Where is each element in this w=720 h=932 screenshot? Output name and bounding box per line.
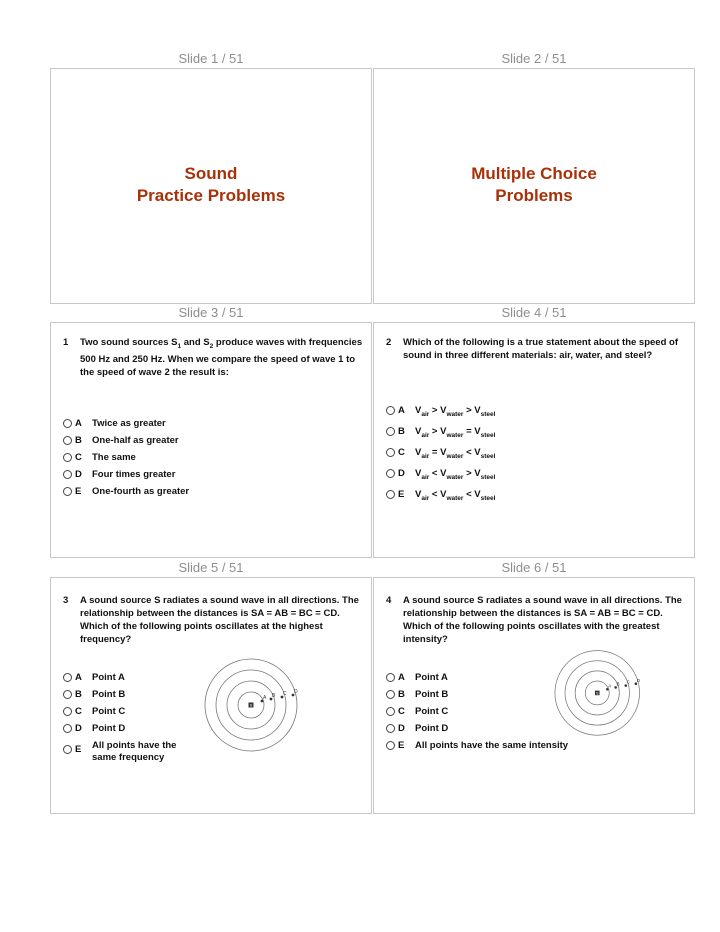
option-a[interactable]: A Point A	[63, 672, 203, 684]
radio-icon[interactable]	[386, 741, 395, 750]
option-d[interactable]: D Point D	[386, 723, 646, 735]
option-a[interactable]: A $V_{air} > V_{water} > V_{steel}$	[386, 405, 495, 421]
question-4	[386, 594, 686, 646]
radio-icon[interactable]	[386, 490, 395, 499]
question-stem: Which of the following is a true statement about the speed of sound in three different materials: air, water, and steel?	[403, 337, 678, 361]
slide-1-label: Slide 1 / 51	[178, 51, 244, 66]
option-c[interactable]: C Point C	[63, 706, 203, 718]
title-line-1: Multiple Choice	[471, 164, 597, 183]
option-b[interactable]: B $V_{air} > V_{water} = V_{steel}$	[386, 426, 495, 442]
slide-1-title	[51, 163, 371, 207]
question-number: 2	[386, 337, 392, 348]
options-list	[63, 418, 189, 503]
radio-icon[interactable]	[386, 673, 395, 682]
option-e[interactable]: E All points have the same intensity	[386, 740, 646, 752]
option-c[interactable]: C Point C	[386, 706, 646, 718]
options-list	[386, 405, 495, 509]
radio-icon[interactable]	[63, 673, 72, 682]
question-3	[63, 594, 363, 646]
radio-icon[interactable]	[63, 690, 72, 699]
option-b[interactable]: B Point B	[63, 689, 203, 701]
radio-icon[interactable]	[386, 427, 395, 436]
concentric-waves-diagram	[554, 646, 646, 738]
svg-text:D: D	[636, 677, 641, 683]
question-stem: A sound source S radiates a sound wave in all directions. The relationship between the distances is SA = AB = BC = CD. Which of the following points oscillates with the greatest intensity?	[403, 595, 682, 645]
svg-text:A: A	[263, 695, 267, 701]
slide-2-title	[374, 163, 694, 207]
option-a[interactable]: A Point A	[386, 672, 646, 684]
slide-5[interactable]	[50, 577, 372, 814]
option-c[interactable]: C The same	[63, 452, 189, 464]
slide-6[interactable]	[373, 577, 695, 814]
radio-icon[interactable]	[386, 448, 395, 457]
option-e[interactable]: E All points have the same frequency	[63, 740, 203, 764]
option-e[interactable]: E $V_{air} < V_{water} < V_{steel}$	[386, 489, 495, 505]
option-d[interactable]: D Four times greater	[63, 469, 189, 481]
radio-icon[interactable]	[386, 469, 395, 478]
radio-icon[interactable]	[63, 470, 72, 479]
slide-2[interactable]	[373, 68, 695, 304]
radio-icon[interactable]	[386, 724, 395, 733]
svg-text:A: A	[608, 683, 612, 689]
svg-text:S: S	[249, 702, 253, 708]
question-stem: A sound source S radiates a sound wave in all directions. The relationship between the distances is SA = AB = BC = CD. Which of the following points oscillates at the highest frequency?	[80, 595, 359, 645]
svg-text:C: C	[283, 691, 287, 697]
svg-text:B: B	[272, 693, 276, 699]
concentric-waves-diagram	[204, 654, 304, 754]
option-e[interactable]: E One-fourth as greater	[63, 486, 189, 498]
radio-icon[interactable]	[63, 436, 72, 445]
question-stem: Two sound sources $S_1$ and $S_2$ produce waves with frequencies 500 Hz and 250 Hz. When we compare the speed of wave 1 to the speed of wave 2 the result is:	[80, 337, 363, 378]
svg-text:D: D	[294, 689, 298, 695]
radio-icon[interactable]	[386, 707, 395, 716]
question-1	[63, 336, 363, 379]
question-number: 3	[63, 595, 69, 606]
slide-5-label: Slide 5 / 51	[178, 560, 244, 575]
title-line-2: Problems	[495, 186, 573, 205]
option-d[interactable]: D Point D	[63, 723, 203, 735]
slide-4[interactable]	[373, 322, 695, 558]
options-list	[63, 672, 203, 769]
svg-text:C: C	[626, 679, 631, 685]
radio-icon[interactable]	[386, 406, 395, 415]
title-line-2: Practice Problems	[136, 186, 286, 205]
radio-icon[interactable]	[63, 453, 72, 462]
slide-3[interactable]	[50, 322, 372, 558]
option-c[interactable]: C $V_{air} = V_{water} < V_{steel}$	[386, 447, 495, 463]
radio-icon[interactable]	[63, 419, 72, 428]
slide-3-label: Slide 3 / 51	[178, 305, 244, 320]
radio-icon[interactable]	[63, 745, 72, 754]
radio-icon[interactable]	[386, 690, 395, 699]
option-a[interactable]: A Twice as greater	[63, 418, 189, 430]
slide-4-label: Slide 4 / 51	[501, 305, 567, 320]
question-2	[386, 336, 686, 362]
option-b[interactable]: B Point B	[386, 689, 646, 701]
title-line-1: Sound	[184, 164, 238, 183]
radio-icon[interactable]	[63, 724, 72, 733]
radio-icon[interactable]	[63, 487, 72, 496]
question-number: 1	[63, 337, 69, 348]
svg-text:S: S	[596, 691, 599, 696]
slide-6-label: Slide 6 / 51	[501, 560, 567, 575]
option-b[interactable]: B One-half as greater	[63, 435, 189, 447]
radio-icon[interactable]	[63, 707, 72, 716]
slide-1[interactable]	[50, 68, 372, 304]
slide-2-label: Slide 2 / 51	[501, 51, 567, 66]
svg-text:B: B	[616, 681, 620, 687]
question-number: 4	[386, 595, 392, 606]
option-d[interactable]: D $V_{air} < V_{water} > V_{steel}$	[386, 468, 495, 484]
